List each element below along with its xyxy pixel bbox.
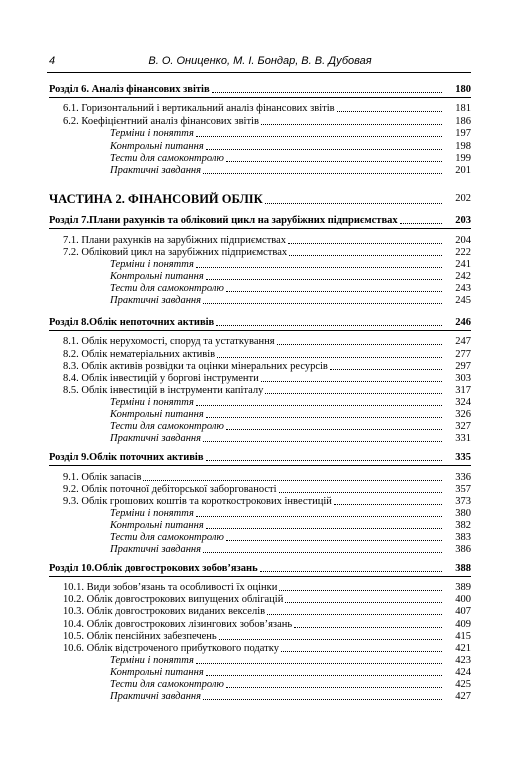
section-rule — [49, 97, 471, 98]
toc-entry-title: Контрольні питання — [110, 520, 204, 531]
dot-leader — [261, 381, 442, 382]
dot-leader — [288, 243, 442, 244]
dot-leader — [219, 639, 442, 640]
dot-leader — [206, 279, 442, 280]
dot-leader — [203, 303, 442, 304]
dot-leader — [226, 291, 442, 292]
toc-page-number: 246 — [455, 317, 471, 328]
dot-leader — [206, 149, 442, 150]
section-rule — [49, 228, 471, 229]
toc-exercise-entry — [110, 294, 471, 307]
dot-leader — [216, 325, 442, 326]
toc-page-number: 204 — [455, 235, 471, 246]
toc-entry-title: 8.2. Облік нематеріальних активів — [63, 349, 216, 360]
toc-entry-title: Тести для самоконтролю — [110, 679, 224, 690]
toc-page-number: 331 — [455, 433, 471, 444]
dot-leader — [143, 480, 442, 481]
toc-page-number: 386 — [455, 544, 471, 555]
toc-entry-title: Розділ 10.Облік довгострокових зобов’язань — [49, 563, 258, 574]
toc-entry-title: 8.5. Облік інвестицій в інструменти капіталу — [63, 385, 264, 396]
toc-page-number: 427 — [455, 691, 471, 702]
dot-leader — [277, 344, 442, 345]
dot-leader — [212, 92, 442, 93]
toc-page-number: 201 — [455, 165, 471, 176]
toc-entry-title: Контрольні питання — [110, 409, 204, 420]
toc-entry-title: Контрольні питання — [110, 667, 204, 678]
toc-entry-title: 9.1. Облік запасів — [63, 472, 142, 483]
toc-page-number: 242 — [455, 271, 471, 282]
toc-page-number: 203 — [455, 215, 471, 226]
toc-section-entry — [49, 451, 471, 464]
toc-page-number: 247 — [455, 336, 471, 347]
dot-leader — [267, 614, 442, 615]
toc-page-number: 389 — [455, 582, 471, 593]
toc-entry-title: Розділ 9.Облік поточних активів — [49, 452, 204, 463]
toc-page-number: 181 — [455, 103, 471, 114]
toc-page-number: 198 — [455, 141, 471, 152]
toc-entry-title: 9.3. Облік грошових коштів та короткострокових інвестицій — [63, 496, 332, 507]
toc-entry-title: Тести для самоконтролю — [110, 421, 224, 432]
toc-page-number: 335 — [455, 452, 471, 463]
dot-leader — [289, 255, 442, 256]
dot-leader — [400, 223, 442, 224]
toc-page-number: 400 — [455, 594, 471, 605]
dot-leader — [206, 460, 442, 461]
header-rule — [47, 72, 471, 73]
dot-leader — [226, 161, 442, 162]
toc-page-number: 382 — [455, 520, 471, 531]
dot-leader — [226, 429, 442, 430]
toc-entry-title: 6.1. Горизонтальний і вертикальний аналіз фінансових звітів — [63, 103, 335, 114]
toc-page-number: 415 — [455, 631, 471, 642]
toc-exercise-entry — [110, 127, 471, 140]
toc-page-number: 407 — [455, 606, 471, 617]
toc-entry-title: ЧАСТИНА 2. ФІНАНСОВИЙ ОБЛІК — [49, 192, 263, 206]
toc-exercise-entry — [110, 543, 471, 556]
dot-leader — [196, 267, 442, 268]
dot-leader — [285, 602, 442, 603]
toc-page-number: 222 — [455, 247, 471, 258]
toc-entry-title: Терміни і поняття — [110, 655, 194, 666]
toc-page-number: 425 — [455, 679, 471, 690]
toc-entry-title: Терміни і поняття — [110, 128, 194, 139]
dot-leader — [226, 687, 442, 688]
header-authors: В. О. Ониценко, М. І. Бондар, В. В. Дубовая — [148, 55, 372, 67]
toc-page-number: 241 — [455, 259, 471, 270]
dot-leader — [337, 111, 442, 112]
toc-part-entry — [49, 191, 471, 207]
dot-leader — [206, 528, 442, 529]
toc-entry-title: Практичні завдання — [110, 544, 202, 555]
toc-page-number: 388 — [455, 563, 471, 574]
toc-entry-title: Практичні завдання — [110, 433, 202, 444]
dot-leader — [279, 492, 442, 493]
toc-page-number: 202 — [455, 193, 471, 204]
dot-leader — [196, 663, 442, 664]
toc-entry-title: Контрольні питання — [110, 141, 204, 152]
toc-entry-title: 10.3. Облік довгострокових виданих векселів — [63, 606, 266, 617]
toc-page-number: 324 — [455, 397, 471, 408]
toc-exercise-entry — [110, 432, 471, 445]
toc-exercise-entry — [110, 690, 471, 703]
toc-entry-title: 10.6. Облік відстроченого прибуткового податку — [63, 643, 279, 654]
toc-entry-title: Розділ 7.Плани рахунків та обліковий цикл на зарубіжних підприємствах — [49, 215, 398, 226]
toc-entry-title: 10.1. Види зобов’язань та особливості їх оцінки — [63, 582, 278, 593]
toc-entry-title: Розділ 8.Облік непоточних активів — [49, 317, 215, 328]
toc-page-number: 243 — [455, 283, 471, 294]
toc-entry-title: Терміни і поняття — [110, 508, 194, 519]
toc-page-number: 423 — [455, 655, 471, 666]
dot-leader — [279, 590, 442, 591]
dot-leader — [203, 173, 442, 174]
toc-page-number: 277 — [455, 349, 471, 360]
dot-leader — [196, 405, 442, 406]
dot-leader — [334, 504, 442, 505]
toc-entry-title: 7.1. Плани рахунків на зарубіжних підприємствах — [63, 235, 287, 246]
toc-entry-title: Практичні завдання — [110, 165, 202, 176]
page-number: 4 — [49, 55, 56, 67]
toc-page-number: 327 — [455, 421, 471, 432]
dot-leader — [196, 136, 442, 137]
toc-entry-title: 8.4. Облік інвестицій у боргові інструменти — [63, 373, 259, 384]
toc-entry-title: Терміни і поняття — [110, 259, 194, 270]
section-rule — [49, 465, 471, 466]
toc-entry-title: Практичні завдання — [110, 691, 202, 702]
toc-section-entry — [49, 83, 471, 96]
toc-entry-title: 8.1. Облік нерухомості, споруд та устаткування — [63, 336, 275, 347]
toc-page-number: 180 — [455, 84, 471, 95]
dot-leader — [294, 627, 442, 628]
toc-page-number: 424 — [455, 667, 471, 678]
toc-page-number: 409 — [455, 619, 471, 630]
toc-entry-title: Терміни і поняття — [110, 397, 194, 408]
toc-page-number: 421 — [455, 643, 471, 654]
toc-subsection-entry — [63, 102, 471, 115]
dot-leader — [265, 393, 442, 394]
toc-page-number: 197 — [455, 128, 471, 139]
toc-entry-title: 9.2. Облік поточної дебіторської заборгованості — [63, 484, 277, 495]
toc-page-number: 336 — [455, 472, 471, 483]
toc-section-entry — [49, 214, 471, 227]
toc-entry-title: Контрольні питання — [110, 271, 204, 282]
toc-subsection-entry — [63, 605, 471, 618]
dot-leader — [281, 651, 442, 652]
toc-entry-title: 7.2. Обліковий цикл на зарубіжних підприємствах — [63, 247, 288, 258]
dot-leader — [261, 124, 442, 125]
toc-page-number: 245 — [455, 295, 471, 306]
toc-entry-title: Тести для самоконтролю — [110, 532, 224, 543]
toc-subsection-entry — [63, 335, 471, 348]
toc-page-number: 380 — [455, 508, 471, 519]
toc-page-number: 186 — [455, 116, 471, 127]
dot-leader — [260, 571, 442, 572]
dot-leader — [203, 699, 442, 700]
toc-entry-title: 10.4. Облік довгострокових лізингових зобов’язань — [63, 619, 293, 630]
toc-section-entry — [49, 562, 471, 575]
dot-leader — [226, 540, 442, 541]
dot-leader — [265, 203, 442, 204]
toc-entry-title: 10.2. Облік довгострокових випущених облігацій — [63, 594, 284, 605]
dot-leader — [330, 369, 442, 370]
toc-section-entry — [49, 316, 471, 329]
toc-entry-title: Тести для самоконтролю — [110, 283, 224, 294]
toc-page-number: 303 — [455, 373, 471, 384]
dot-leader — [206, 675, 442, 676]
dot-leader — [203, 441, 442, 442]
toc-entry-title: 8.3. Облік активів розвідки та оцінки мінеральних ресурсів — [63, 361, 328, 372]
section-rule — [49, 576, 471, 577]
running-header — [49, 54, 471, 70]
section-rule — [49, 330, 471, 331]
dot-leader — [196, 516, 442, 517]
toc-entry-title: 6.2. Коефіцієнтний аналіз фінансових звітів — [63, 116, 259, 127]
toc-page-number: 373 — [455, 496, 471, 507]
toc-entry-title: 10.5. Облік пенсійних забезпечень — [63, 631, 217, 642]
dot-leader — [206, 417, 442, 418]
toc-page-number: 357 — [455, 484, 471, 495]
toc-page-number: 297 — [455, 361, 471, 372]
dot-leader — [217, 357, 442, 358]
toc-page-number: 326 — [455, 409, 471, 420]
toc-exercise-entry — [110, 164, 471, 177]
dot-leader — [203, 552, 442, 553]
toc-page-number: 383 — [455, 532, 471, 543]
toc-page-number: 199 — [455, 153, 471, 164]
toc-entry-title: Практичні завдання — [110, 295, 202, 306]
toc-entry-title: Тести для самоконтролю — [110, 153, 224, 164]
toc-entry-title: Розділ 6. Аналіз фінансових звітів — [49, 84, 210, 95]
toc-page-number: 317 — [455, 385, 471, 396]
